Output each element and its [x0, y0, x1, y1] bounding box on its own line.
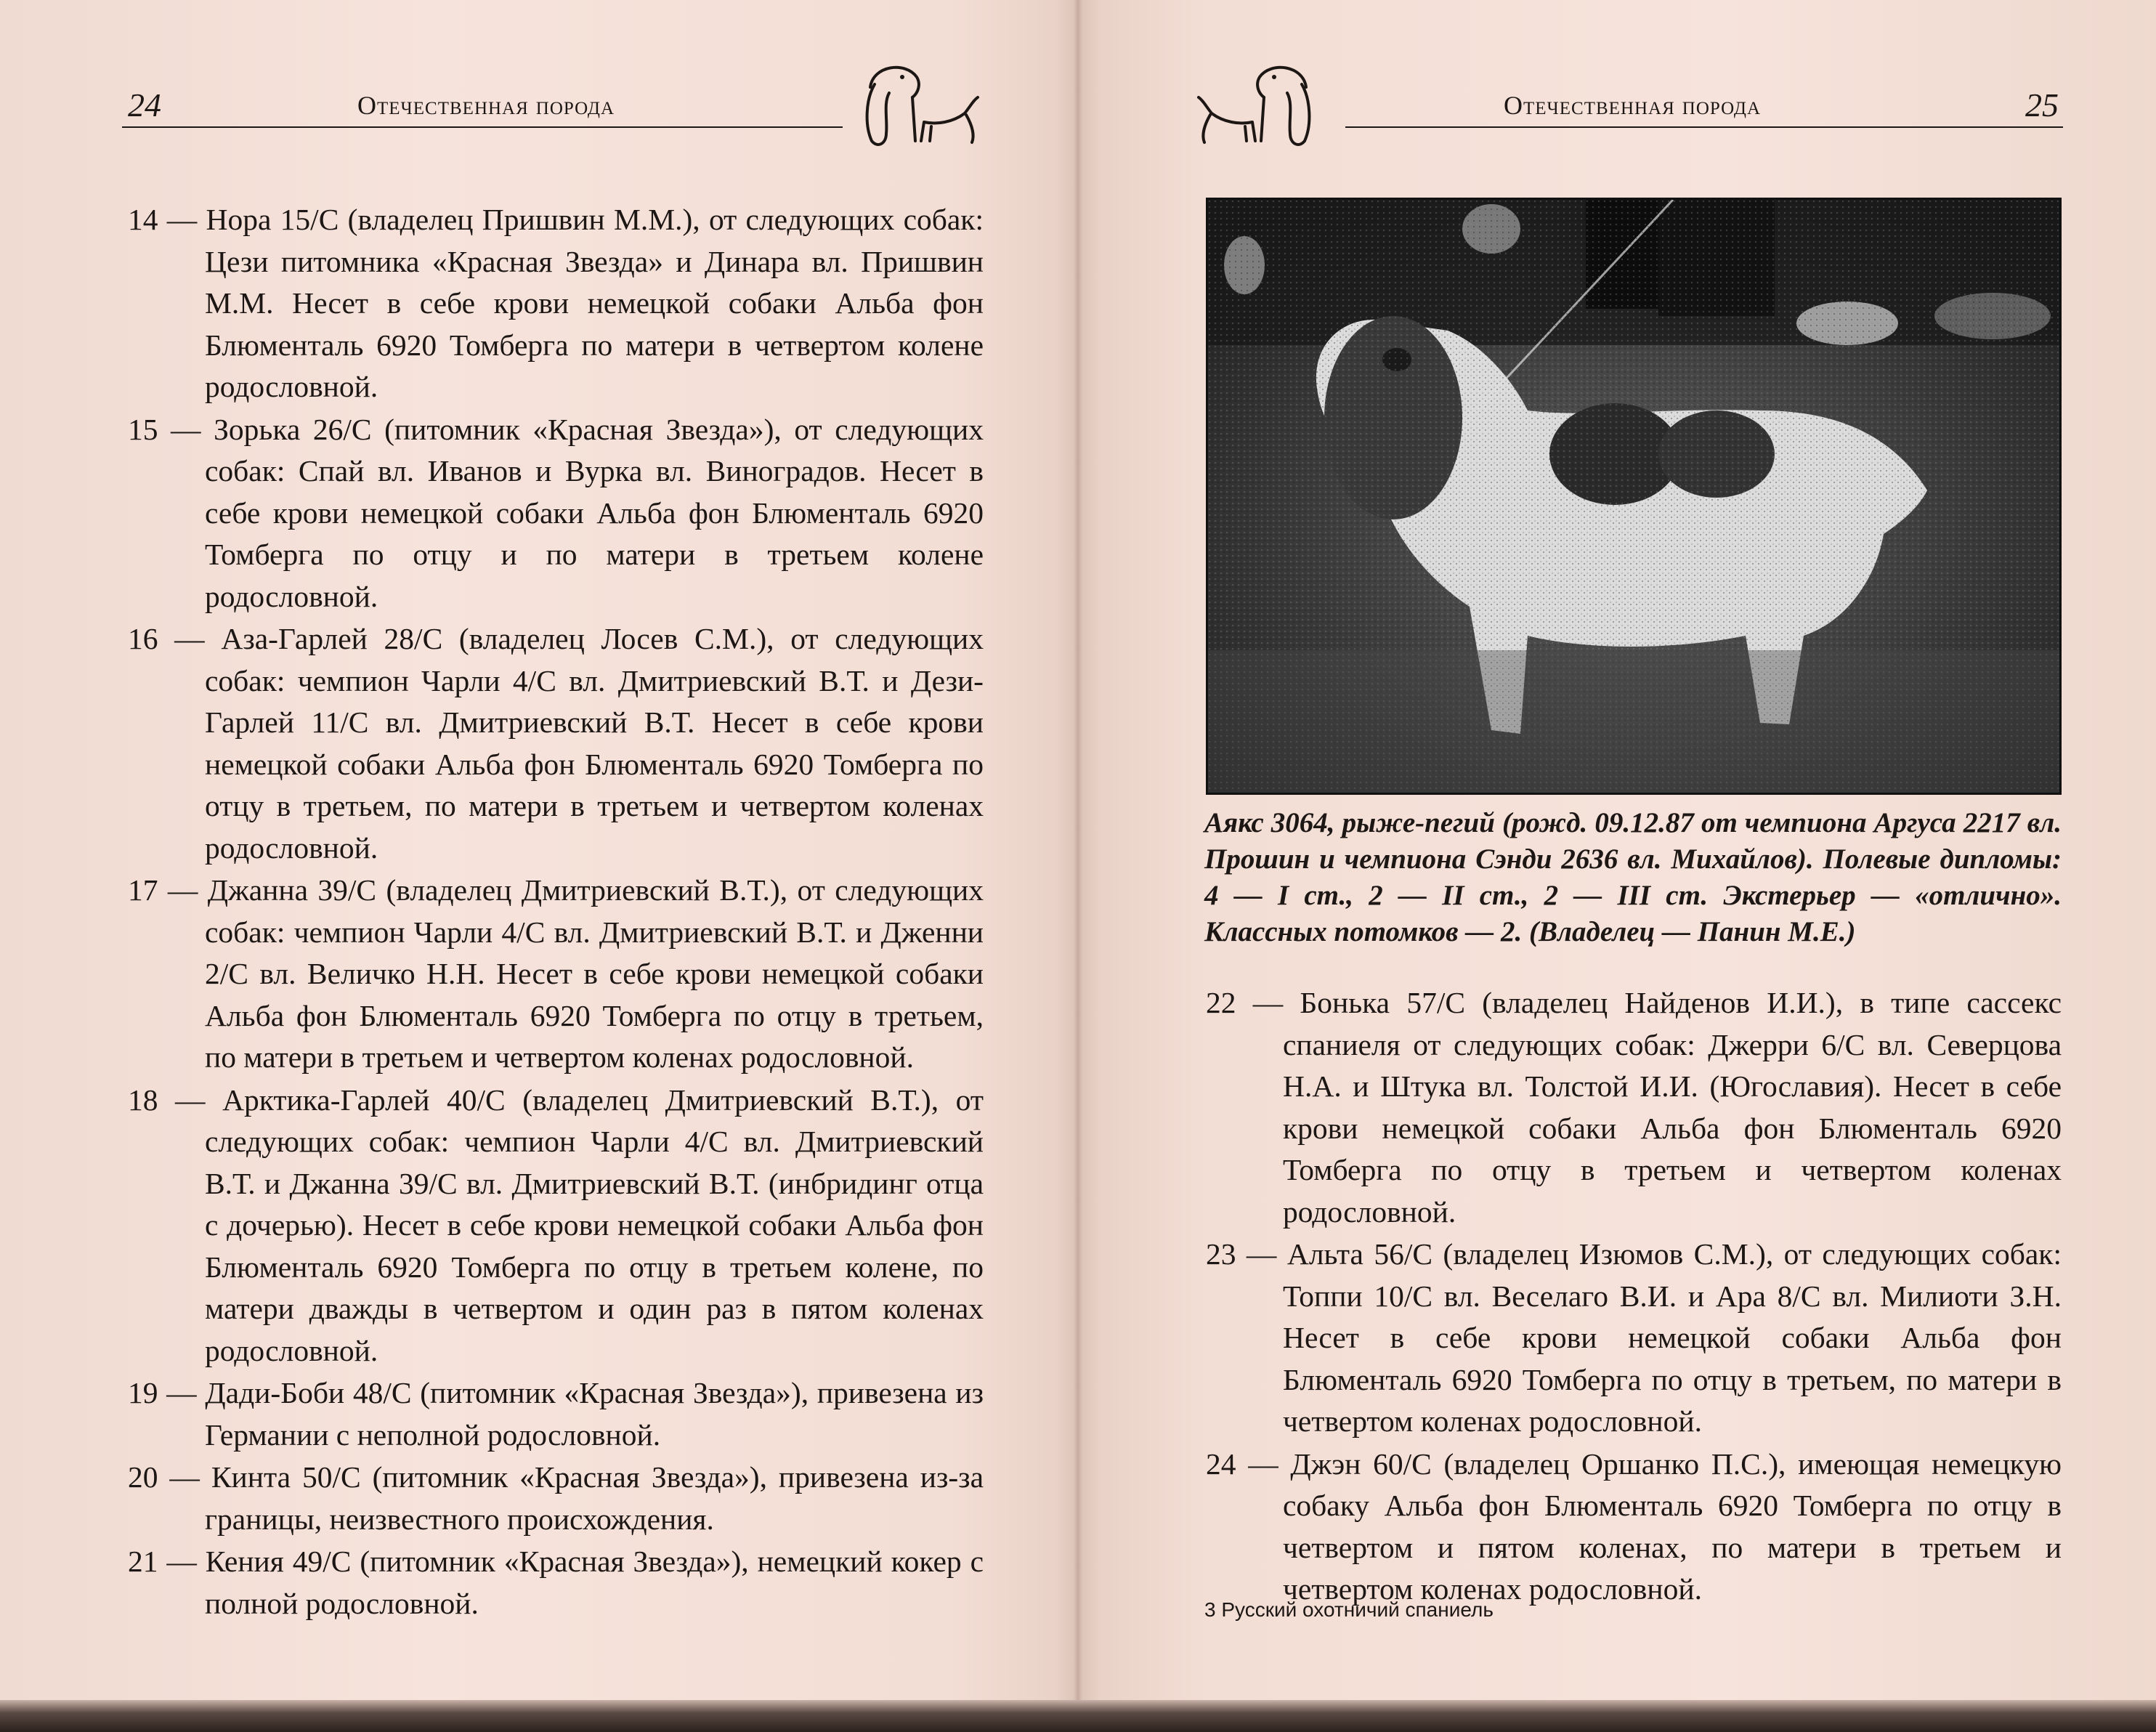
spaniel-head-icon	[1191, 55, 1319, 154]
list-item: 14 — Нора 15/С (владелец Пришвин М.М.), от следующих собак: Цези питомника «Красная Звезда» и Динара вл. Пришвин М.М. Несет в себе крови немецкой собаки Альба фон Блюменталь 6920 Томберга по матери в четвертом колене родословной.	[128, 203, 984, 403]
list-item: 22 — Бонька 57/С (владелец Найденов И.И.), в типе сассекс спаниеля от следующих собак: Джерри 6/С вл. Северцова Н.А. и Штука вл. Толстой И.И. (Югославия). Несет в себе крови немецкой собаки Альба фон Блюменталь 6920 Томберга по отцу в третьем и четвертом коленах родословной.	[1206, 986, 2062, 1229]
spaniel-head-icon	[857, 55, 985, 154]
list-item: 17 — Джанна 39/С (владелец Дмитриевский В.Т.), от следующих собак: чемпион Чарли 4/С вл. Дмитриевский В.Т. и Дженни 2/С вл. Величко Н.Н. Несет в себе крови немецкой собаки Альба фон Блюменталь 6920 Томберга по отцу в третьем, по матери в третьем и четвертом коленах родословной.	[128, 873, 984, 1074]
running-head: Отечественная порода	[357, 91, 615, 120]
list-item: 15 — Зорька 26/С (питомник «Красная Звезда»), от следующих собак: Спай вл. Иванов и Вурка вл. Виноградов. Несет в себе крови немецкой собаки Альба фон Блюменталь 6920 Томберга по отцу и по матери в третьем колене родословной.	[128, 412, 984, 613]
list-item: 16 — Аза-Гарлей 28/С (владелец Лосев С.М.), от следующих собак: чемпион Чарли 4/С вл. Дмитриевский В.Т. и Дези-Гарлей 11/С вл. Дмитриевский В.Т. Несет в себе крови немецкой собаки Альба фон Блюменталь 6920 Томберга по отцу в третьем, по матери в третьем и четвертом коленах родословной.	[128, 622, 984, 865]
photo-caption: Аякс 3064, рыже-пегий (рожд. 09.12.87 от чемпиона Аргуса 2217 вл. Прошин и чемпиона Сэнди 2636 вл. Михайлов). Полевые дипломы: 4 — I ст., 2 — II ст., 2 — III ст. Экстерьер — «отлично». Классных потомков — 2. (Владелец — Панин М.Е.)	[1204, 807, 2062, 947]
list-item: 19 — Дади-Боби 48/С (питомник «Красная Звезда»), привезена из Германии с неполной родословной.	[128, 1376, 984, 1452]
pedigree-list	[1206, 982, 2062, 1611]
list-item: 23 — Альта 56/С (владелец Изюмов С.М.), от следующих собак: Топпи 10/С вл. Веселаго В.И. и Ара 8/С вл. Милиоти З.Н. Несет в себе крови немецкой собаки Альба фон Блюменталь 6920 Томберга по отцу в третьем, по матери в четвертом коленах родословной.	[1206, 1237, 2062, 1438]
book-gutter	[1074, 0, 1082, 1715]
list-item: 20 — Кинта 50/С (питомник «Красная Звезда»), привезена из-за границы, неизвестного происхождения.	[128, 1460, 984, 1536]
right-page	[1082, 0, 2156, 1700]
spaniel-standing-photo	[1206, 198, 2062, 795]
printer-signature: 3 Русский охотничий спаниель	[1204, 1598, 1494, 1621]
header-rule	[1345, 126, 2063, 128]
left-page	[0, 0, 1074, 1700]
list-item: 24 — Джэн 60/С (владелец Оршанко П.С.), имеющая немецкую собаку Альба фон Блюменталь 6920 Томберга по отцу в четвертом и пятом коленах, по матери в третьем и четвертом коленах родословной.	[1206, 1446, 2062, 1606]
page-number: 25	[2025, 86, 2059, 124]
list-item: 18 — Арктика-Гарлей 40/С (владелец Дмитриевский В.Т.), от следующих собак: чемпион Чарли 4/С вл. Дмитриевский В.Т. и Джанна 39/С вл. Дмитриевский В.Т. (инбридинг отца с дочерью). Несет в себе крови немецкой собаки Альба фон Блюменталь 6920 Томберга по отцу в третьем колене, по матери дважды в четвертом и один раз в пятом коленах родословной.	[128, 1082, 984, 1367]
book-bottom-edge	[0, 1700, 2156, 1732]
list-item: 21 — Кения 49/С (питомник «Красная Звезда»), немецкий кокер с полной родословной.	[128, 1545, 984, 1620]
page-number: 24	[128, 86, 161, 124]
header-rule	[122, 126, 843, 128]
running-head: Отечественная порода	[1504, 91, 1762, 120]
pedigree-list	[128, 199, 984, 1625]
